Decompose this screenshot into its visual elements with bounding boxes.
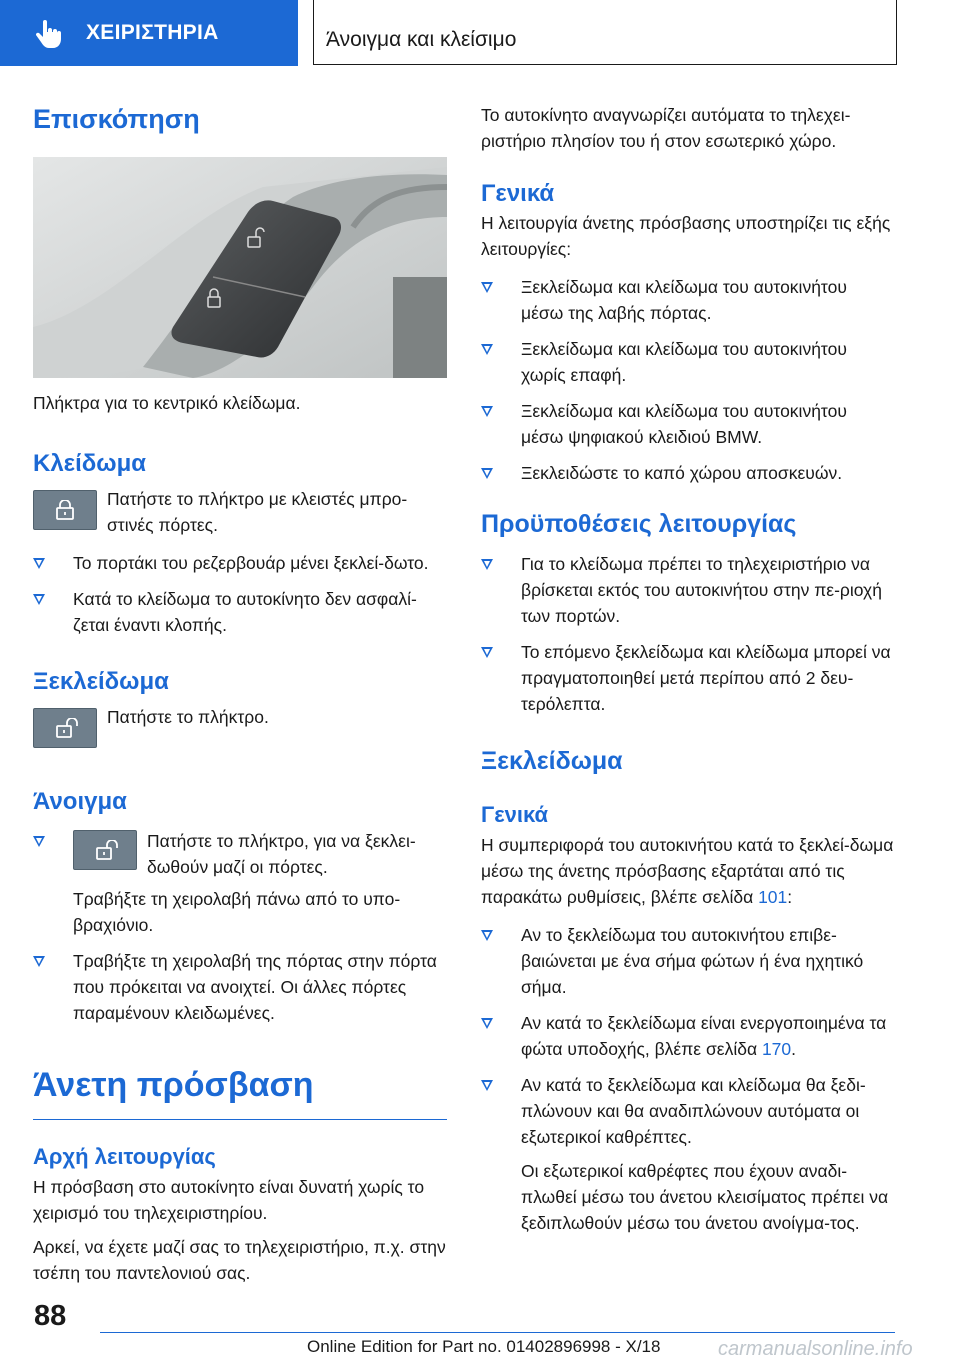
general-text: Η λειτουργία άνετης πρόσβασης υποστηρίζει τις εξής λειτουργίες: [481, 213, 891, 259]
section-divider [33, 1119, 447, 1120]
unlock-instruction [33, 704, 447, 760]
general-title: Γενικά [481, 180, 555, 207]
unlock-general-title: Γενικά [481, 802, 549, 827]
lock-icon [56, 500, 74, 520]
lock-button [33, 490, 97, 530]
comfort-access-title: Άνετη πρόσβαση [33, 1066, 314, 1104]
page-link[interactable]: 170 [761, 1039, 792, 1059]
list-item: Το επόμενο ξεκλείδωμα και κλείδωμα μπορεί να πραγματοποιηθεί μετά περίπου από 2 δευ‐τερόλεπτα. [481, 639, 894, 717]
triangle-bullet-icon [481, 559, 493, 570]
triangle-bullet-icon [481, 468, 493, 479]
triangle-bullet-icon [481, 647, 493, 658]
principle-title: Αρχή λειτουργίας [33, 1144, 216, 1169]
unlock-icon [56, 718, 78, 738]
watermark: carmanualsonline.info [718, 1338, 913, 1360]
list-item: Αν το ξεκλείδωμα του αυτοκινήτου επιβε‐βαιώνεται με ένα σήμα φώτων ή ένα ηχητικό σήμα. [481, 922, 894, 1000]
door-lock-buttons-illustration [33, 157, 447, 378]
footer-divider [100, 1332, 895, 1333]
list-item: Ξεκλείδωμα και κλείδωμα του αυτοκινήτου μέσω ψηφιακού κλειδιού BMW. [481, 398, 894, 450]
unlock-bullets [481, 922, 894, 1236]
lock-bullets [33, 550, 447, 638]
list-item: Αν κατά το ξεκλείδωμα και κλείδωμα θα ξεδι‐πλώνουν και θα αναδιπλώνουν αυτόματα οι εξωτερικοί καθρέπτες. Οι εξωτερικοί καθρέφτες που έχουν αναδι‐πλωθεί μέσω του άνετου κλεισίματος πρέπει να ξεδιπλωθούν μέσω του άνετου ανοίγμα‐τος. [481, 1072, 894, 1236]
open-bullet1-sub: Τραβήξτε τη χειρολαβή πάνω από το υπο‐βραχιόνιο. [73, 889, 401, 935]
triangle-bullet-icon [481, 1080, 493, 1091]
list-item: Για το κλείδωμα πρέπει το τηλεχειριστήριο να βρίσκεται εκτός του αυτοκινήτου στην πε‐ριοχή των πορτών. [481, 551, 894, 629]
page-number: 88 [34, 1300, 67, 1332]
general-bullets [481, 274, 894, 486]
door-handle-image [33, 157, 447, 378]
lock-text: Πατήστε το πλήκτρο με κλειστές μπρο‐στινές πόρτες. [107, 489, 408, 535]
unlock-button [73, 830, 137, 870]
edition-text: Online Edition for Part no. 01402896998 - X/18 [307, 1337, 661, 1356]
prereq-bullets [481, 551, 894, 717]
principle-p2: Αρκεί, να έχετε μαζί σας το τηλεχειριστήριο, π.χ. στην τσέπη του παντελονιού σας. [33, 1237, 446, 1283]
image-caption: Πλήκτρα για το κεντρικό κλείδωμα. [33, 393, 301, 413]
triangle-bullet-icon [33, 836, 45, 847]
triangle-bullet-icon [33, 558, 45, 569]
overview-title: Επισκόπηση [33, 104, 200, 134]
triangle-bullet-icon [481, 282, 493, 293]
list-item: Ξεκλείδωμα και κλείδωμα του αυτοκινήτου μέσω της λαβής πόρτας. [481, 274, 894, 326]
principle-p1: Η πρόσβαση στο αυτοκίνητο είναι δυνατή χωρίς το χειρισμό του τηλεχειριστηρίου. [33, 1177, 425, 1223]
list-item: Τραβήξτε τη χειρολαβή της πόρτας στην πόρτα που πρόκειται να ανοιχτεί. Οι άλλες πόρτες παραμένουν κλειδωμένες. [33, 948, 447, 1026]
lock-title: Κλείδωμα [33, 450, 147, 477]
list-item: Αν κατά το ξεκλείδωμα είναι ενεργοποιημένα τα φώτα υποδοχής, βλέπε σελίδα 170. [481, 1010, 894, 1062]
unlock-b3-sub: Οι εξωτερικοί καθρέφτες που έχουν αναδι‐πλωθεί μέσω του άνετου κλεισίματος πρέπει να ξεδιπλωθούν μέσω του άνετου ανοίγμα‐τος. [521, 1161, 889, 1233]
unlock-text: Πατήστε το πλήκτρο. [107, 707, 269, 727]
section-tab[interactable] [0, 0, 298, 66]
list-item: Κατά το κλείδωμα το αυτοκίνητο δεν ασφαλί‐ζεται έναντι κλοπής. [33, 586, 447, 638]
chapter-title: Άνοιγμα και κλείσιμο [326, 28, 517, 51]
open-bullet1-text: Πατήστε το πλήκτρο, για να ξεκλει‐δωθούν μαζί οι πόρτες. [147, 831, 416, 877]
unlock-button [33, 708, 97, 748]
triangle-bullet-icon [481, 1018, 493, 1029]
chapter-header [313, 0, 897, 65]
left-column [33, 96, 447, 1286]
triangle-bullet-icon [33, 956, 45, 967]
triangle-bullet-icon [481, 406, 493, 417]
section-label: ΧΕΙΡΙΣΤΗΡΙΑ [86, 21, 219, 44]
unlock-icon [96, 840, 118, 860]
unlock-title: Ξεκλείδωμα [33, 668, 169, 695]
lock-instruction [33, 486, 447, 542]
list-item: Το πορτάκι του ρεζερβουάρ μένει ξεκλεί‐δωτο. [33, 550, 447, 576]
open-title: Άνοιγμα [33, 788, 127, 815]
triangle-bullet-icon [33, 594, 45, 605]
page-link[interactable]: 101 [758, 887, 788, 907]
list-item [33, 828, 447, 938]
triangle-bullet-icon [481, 930, 493, 941]
list-item: Ξεκλειδώστε το καπό χώρου αποσκευών. [481, 460, 894, 486]
hand-pointer-icon [36, 20, 62, 48]
unlock-section-title: Ξεκλείδωμα [481, 747, 623, 775]
open-bullets [33, 828, 447, 1026]
right-column [481, 96, 894, 1236]
unlock-general-text: Η συμπεριφορά του αυτοκινήτου κατά το ξεκλεί‐δωμα μέσω της άνετης πρόσβασης εξαρτάται από τις παρακάτω ρυθμίσεις, βλέπε σελίδα 101: [481, 835, 894, 907]
triangle-bullet-icon [481, 344, 493, 355]
list-item: Ξεκλείδωμα και κλείδωμα του αυτοκινήτου χωρίς επαφή. [481, 336, 894, 388]
prerequisites-title: Προϋποθέσεις λειτουργίας [481, 510, 797, 538]
intro-text: Το αυτοκίνητο αναγνωρίζει αυτόματα το τηλεχει‐ριστήριο πλησίον του ή στον εσωτερικό χώρο. [481, 105, 851, 151]
